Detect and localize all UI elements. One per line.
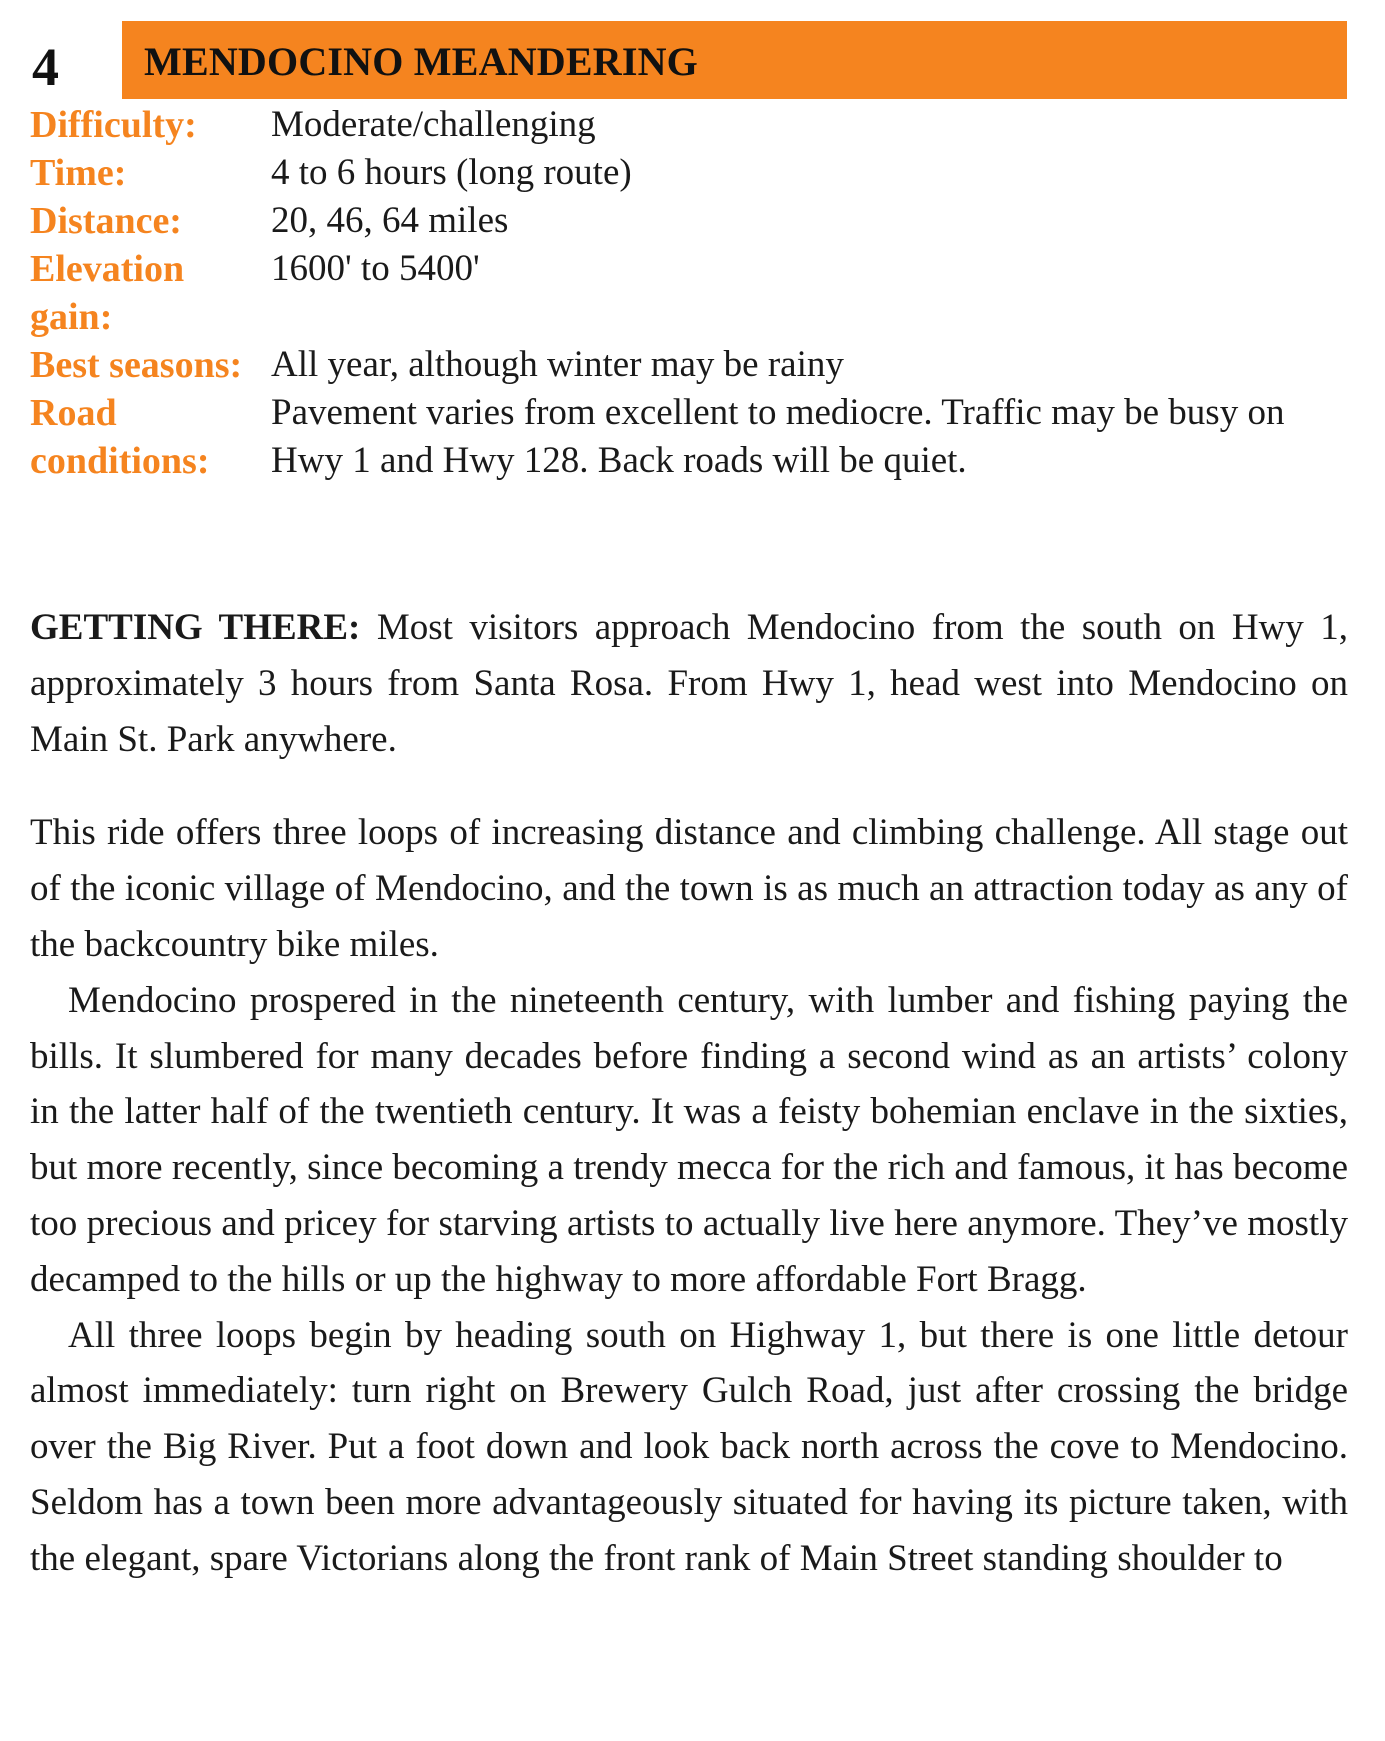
spec-row-best-seasons xyxy=(30,341,1350,389)
spec-value: 4 to 6 hours (long route) xyxy=(271,152,632,193)
spec-value: Pavement varies from excellent to mediocre. Traffic may be busy on Hwy 1 and Hwy 128. Back roads will be quiet. xyxy=(271,392,1285,481)
route-description xyxy=(30,600,1348,1587)
spec-label: Elevation gain: xyxy=(30,248,185,338)
title-bar xyxy=(122,21,1347,99)
spec-value: 20, 46, 64 miles xyxy=(271,200,509,241)
spec-row-distance xyxy=(30,197,1350,245)
spec-row-road-conditions xyxy=(30,389,1350,485)
body-paragraph: Mendocino prospered in the nineteenth century, with lumber and fishing paying the bills. It slumbered for many decades before finding a second wind as an artists’ colony in the latter half of the twentieth century. It was a feisty bohemian enclave in the sixties, but more recently, since becoming a trendy mecca for the rich and famous, it has become too precious and pricey for starving artists to actually live here anymore. They’ve mostly decamped to the hills or up the highway to more affordable Fort Bragg. xyxy=(30,979,1348,1300)
body-paragraph: This ride offers three loops of increasing distance and climbing challenge. All stage out of the iconic village of Mendocino, and the town is as much an attraction today as any of the backcountry bike miles. xyxy=(30,812,1348,965)
spec-label: Road conditions: xyxy=(30,392,210,482)
spec-label: Time: xyxy=(30,152,127,194)
spec-value: 1600' to 5400' xyxy=(271,248,480,289)
route-header xyxy=(30,38,1350,100)
spec-row-time xyxy=(30,149,1350,197)
route-title: MENDOCINO MEANDERING xyxy=(144,39,698,84)
spec-row-difficulty xyxy=(30,101,1350,149)
getting-there-text: Most visitors approach Mendocino from the south on Hwy 1, approximately 3 hours from Santa Rosa. From Hwy 1, head west into Mendocino on Main St. Park anywhere. xyxy=(30,607,1348,760)
route-specs xyxy=(30,101,1350,485)
spec-label: Distance: xyxy=(30,200,182,242)
spec-label: Best seasons: xyxy=(30,344,243,386)
spec-value: All year, although winter may be rainy xyxy=(271,344,844,385)
getting-there-label: GETTING THERE: xyxy=(30,607,361,648)
spec-value: Moderate/challenging xyxy=(271,104,596,145)
spec-row-elevation-gain xyxy=(30,245,1350,341)
route-number: 4 xyxy=(32,37,59,97)
spec-label: Difficulty: xyxy=(30,104,197,146)
getting-there-paragraph xyxy=(30,600,1348,767)
body-paragraph: All three loops begin by heading south on Highway 1, but there is one little detour almost immediately: turn right on Brewery Gulch Road, just after crossing the bridge over the Big River. Put a foot down and look back north across the cove to Mendocino. Seldom has a town been more advantageously situated for having its picture taken, with the elegant, spare Victorians along the front rank of Main Street standing shoulder to xyxy=(30,1314,1348,1579)
route-page xyxy=(30,37,1350,1579)
